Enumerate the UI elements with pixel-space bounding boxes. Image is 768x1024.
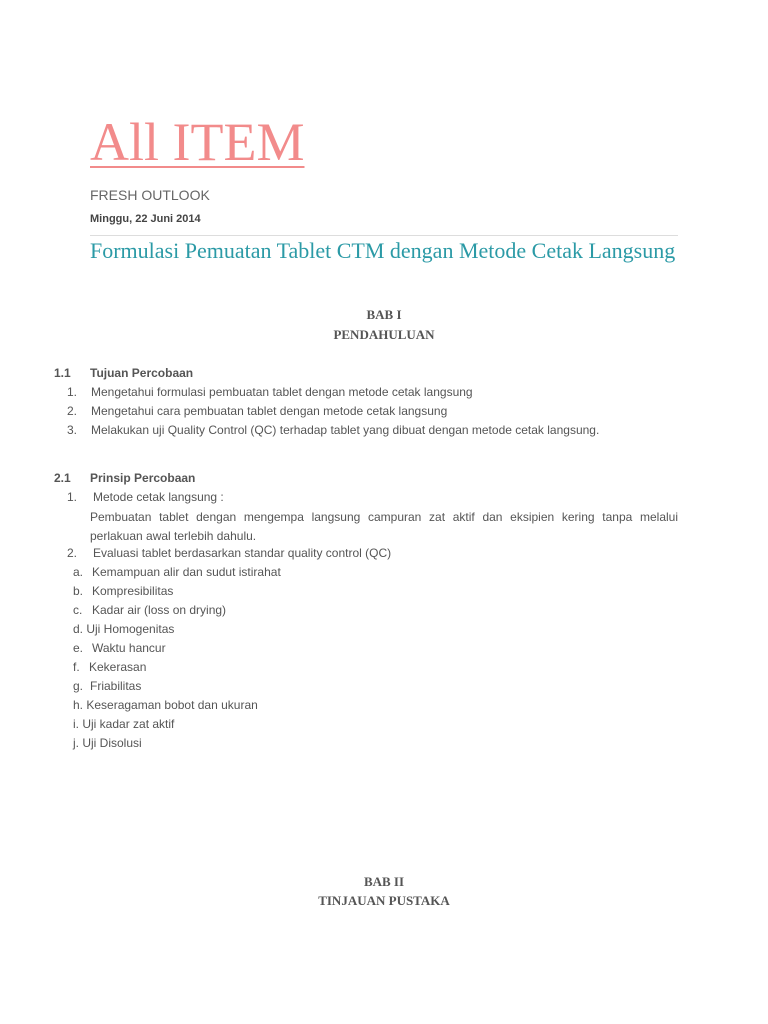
sublist-item: j. Uji Disolusi xyxy=(73,736,142,750)
sublist-item-letter: g. xyxy=(73,679,84,693)
sublist-item-letter: b. xyxy=(73,584,84,598)
sublist-item: Kekerasan xyxy=(89,660,147,674)
sublist-item-letter: f. xyxy=(73,660,80,674)
section-heading-1-1 xyxy=(54,366,454,382)
list-item-number: 1. xyxy=(67,385,78,399)
sublist-item: Friabilitas xyxy=(90,679,142,693)
bab1-label: BAB I xyxy=(366,307,402,322)
sublist-item-letter: a. xyxy=(73,565,84,579)
post-date: Minggu, 22 Juni 2014 xyxy=(90,213,201,225)
section-title: Prinsip Percobaan xyxy=(90,471,196,485)
section-title: Tujuan Percobaan xyxy=(90,366,194,380)
sublist-item: Kemampuan alir dan sudut istirahat xyxy=(92,565,281,579)
list-item-number: 2. xyxy=(67,404,78,418)
sublist-item: Kadar air (loss on drying) xyxy=(92,603,227,617)
list-item-number: 3. xyxy=(67,423,78,437)
list-item-number: 2. xyxy=(67,546,78,560)
sublist-item: Waktu hancur xyxy=(92,641,166,655)
bab2-label: BAB II xyxy=(363,874,405,889)
section-number: 1.1 xyxy=(54,366,71,380)
sublist-item-letter: e. xyxy=(73,641,84,655)
section-number: 2.1 xyxy=(54,471,71,485)
bab2-title: TINJAUAN PUSTAKA xyxy=(318,893,450,908)
list-item: Evaluasi tablet berdasarkan standar quality control (QC) xyxy=(93,546,392,560)
bab1-title: PENDAHULUAN xyxy=(333,327,435,342)
list-item: Mengetahui formulasi pembuatan tablet dengan metode cetak langsung xyxy=(91,385,473,399)
post-title[interactable]: Formulasi Pemuatan Tablet CTM dengan Metode Cetak Langsung xyxy=(90,238,676,263)
sublist-item: d. Uji Homogenitas xyxy=(73,622,175,636)
list-item: Metode cetak langsung : xyxy=(93,490,224,504)
sublist-item: h. Keseragaman bobot dan ukuran xyxy=(73,698,258,712)
list-item-number: 1. xyxy=(67,490,78,504)
list-item: Melakukan uji Quality Control (QC) terhadap tablet yang dibuat dengan metode cetak langsung. xyxy=(91,423,600,437)
sublist-item: i. Uji kadar zat aktif xyxy=(73,717,175,731)
blog-description: FRESH OUTLOOK xyxy=(90,187,210,203)
sublist-item: Kompresibilitas xyxy=(92,584,174,598)
section-heading-2-1 xyxy=(54,471,454,487)
list-item: Mengetahui cara pembuatan tablet dengan metode cetak langsung xyxy=(91,404,448,418)
sublist-item-letter: c. xyxy=(73,603,83,617)
blog-title[interactable]: All ITEM xyxy=(90,112,305,172)
list-item-paragraph: Pembuatan tablet dengan mengempa langsung campuran zat aktif dan eksipien kering tanpa melalui perlakuan awal terlebih dahulu. xyxy=(90,510,678,543)
